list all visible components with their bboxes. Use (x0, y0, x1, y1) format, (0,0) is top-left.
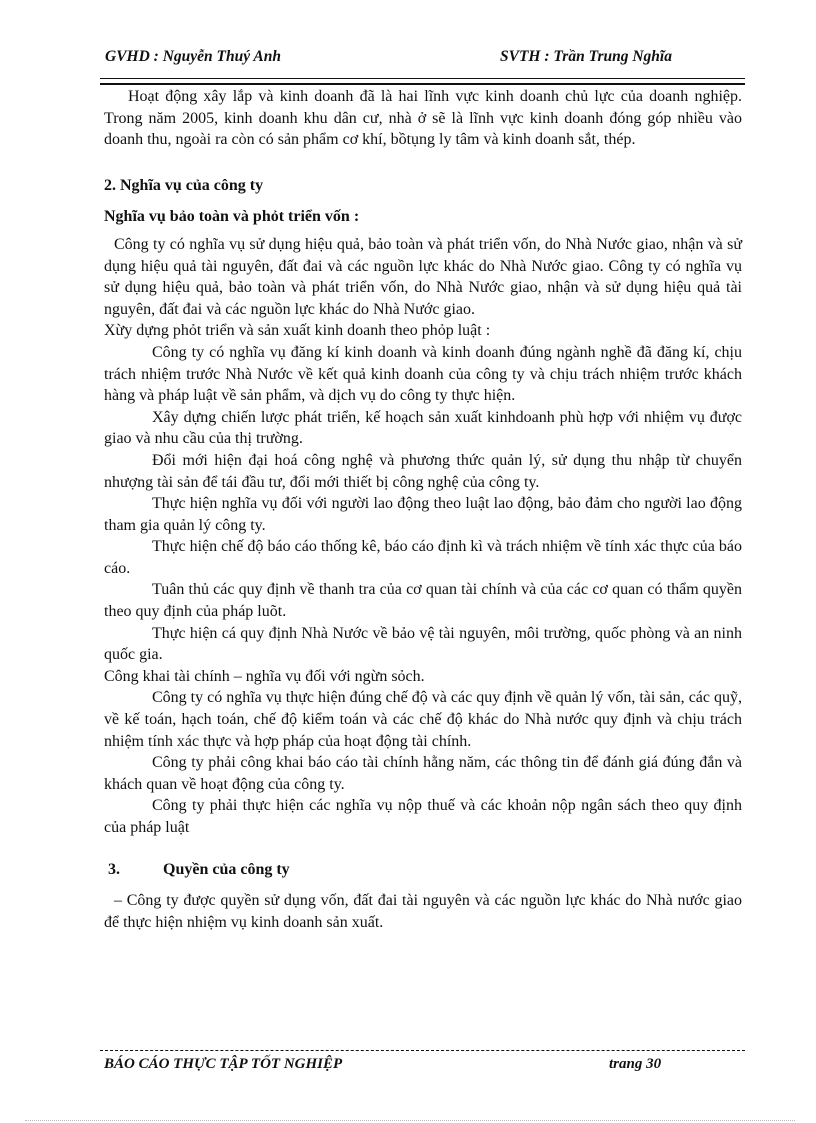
section-3-number: 3. (108, 860, 120, 878)
dev-paragraph-6: Tuân thủ các quy định về thanh tra của cơ quan tài chính và của các cơ quan có thẩm quyền theo quy định của pháp luõt. (104, 581, 742, 621)
footer-dashed-rule (100, 1050, 745, 1051)
intro-paragraph: Hoạt động xây lắp và kinh doanh đã là hai lĩnh vực kinh doanh chủ lực của doanh nghiệp. Trong năm 2005, kinh doanh khu dân cư, nhà ở sẽ là lĩnh vực kinh doanh đóng góp nhiều vào doanh thu, ngoài ra còn có sản phẩm cơ khí, bồtụng ly tâm và kinh doanh sắt, thép. (104, 88, 742, 149)
footer-title: BÁO CÁO THỰC TẬP TỐT NGHIỆP (104, 1056, 343, 1072)
dev-paragraph-7: Thực hiện cá quy định Nhà Nước về bảo vệ tài nguyên, môi trường, quốc phòng và an ninh quốc gia. (104, 624, 742, 664)
page-number: trang 30 (609, 1056, 662, 1072)
page-header (105, 48, 745, 72)
section-3-title: Quyền của công ty (163, 860, 290, 878)
page-body (104, 86, 742, 933)
page-bottom-edge (25, 1120, 795, 1121)
dev-paragraph-5: Thực hiện chế độ báo cáo thống kê, báo cáo định kì và trách nhiệm về tính xác thực của báo cáo. (104, 538, 742, 577)
page-footer (104, 1056, 744, 1078)
development-label: Xừy dựng phỏt triển và sản xuất kinh doanh theo phỏp luật : (104, 322, 491, 340)
dev-paragraph-4: Thực hiện nghĩa vụ đối với người lao động theo luật lao động, bảo đảm cho người lao động tham gia quản lý công ty. (104, 495, 742, 534)
capital-paragraph: Công ty có nghĩa vụ sử dụng hiệu quả, bảo toàn và phát triển vốn, do Nhà Nước giao, nhận và sử dụng hiệu quả tài nguyên, đất đai và các nguồn lực khác do Nhà Nước giao. Công ty có nghĩa vụ sử dụng hiệu quả, bảo toàn và phát triển vốn, do Nhà Nước giao, nhận và sử dụng hiệu quả tài nguyên, đất đai và các nguồn lực khác do Nhà Nước giao. (104, 235, 742, 318)
dev-paragraph-3: Đổi mới hiện đại hoá công nghệ và phương thức quản lý, sử dụng thu nhập từ chuyển nhượng tài sản để tái đầu tư, đổi mới thiết bị công nghệ của công ty. (104, 451, 742, 491)
dev-paragraph-2: Xây dựng chiến lược phát triển, kế hoạch sản xuất kinhdoanh phù hợp với nhiệm vụ được giao và nhu cầu của thị trường. (104, 408, 742, 448)
fin-paragraph-1: Công ty có nghĩa vụ thực hiện đúng chế độ và các quy định về quản lý vốn, tài sản, các quỹ, về kế toán, hạch toán, chế độ kiểm toán và các chế độ khác do Nhà nước quy định và chịu trách nhiệm tính xác thực và hợp pháp của hoạt động tài chính. (104, 689, 742, 750)
header-student: SVTH : Trần Trung Nghĩa (500, 48, 672, 65)
finance-label: Công khai tài chính – nghĩa vụ đối với ngừn sỏch. (104, 667, 425, 685)
header-instructor: GVHD : Nguyễn Thuý Anh (105, 48, 281, 65)
header-double-rule (100, 78, 745, 85)
fin-paragraph-3: Công ty phải thực hiện các nghĩa vụ nộp thuế và các khoản nộp ngân sách theo quy định của pháp luật (104, 797, 742, 836)
fin-paragraph-2: Công ty phải công khai báo cáo tài chính hằng năm, các thông tin để đánh giá đúng đắn và khách quan về hoạt động của công ty. (104, 754, 742, 793)
section-2-heading: 2. Nghĩa vụ của công ty (104, 176, 264, 194)
section-2-subheading: Nghĩa vụ bảo toàn và phỏt triển vốn : (104, 208, 360, 226)
section-3-heading (104, 859, 742, 881)
dev-paragraph-1: Công ty có nghĩa vụ đăng kí kinh doanh và kinh doanh đúng ngành nghề đã đăng kí, chịu trách nhiệm trước Nhà Nước về kết quả kinh doanh của công ty và chịu trách nhiệm trước khách hàng và pháp luật về sản phẩm, và dịch vụ do công ty thực hiện. (104, 343, 742, 405)
rights-paragraph: – Công ty được quyền sử dụng vốn, đất đai tài nguyên và các nguồn lực khác do Nhà nước giao để thực hiện nhiệm vụ kinh doanh sản xuất. (104, 892, 742, 931)
